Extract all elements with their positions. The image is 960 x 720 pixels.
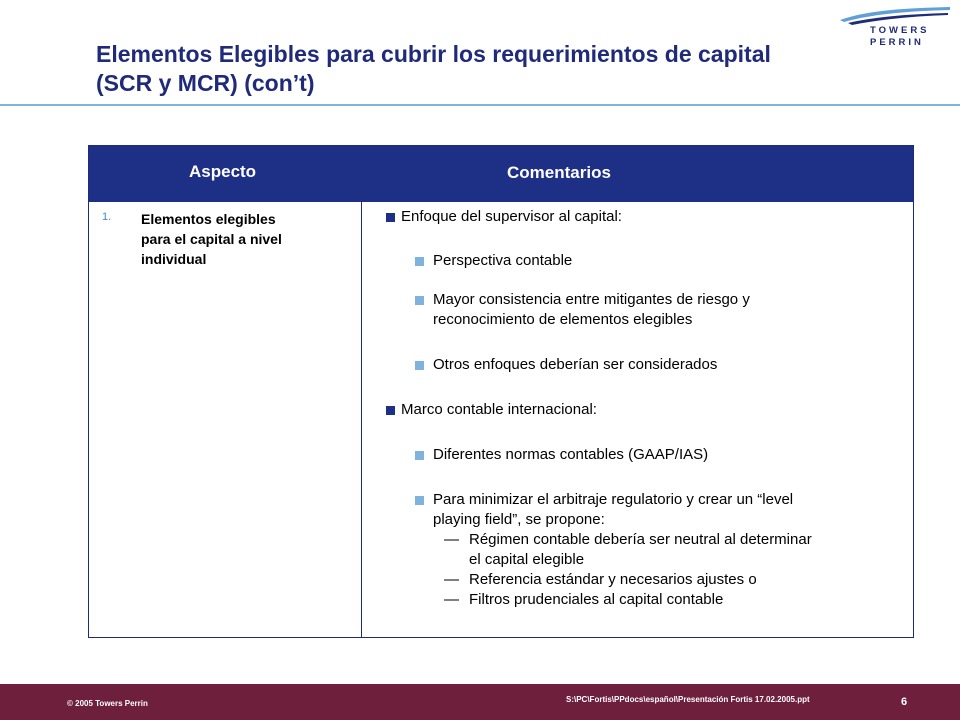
bullet-level2 (385, 490, 905, 530)
aspect-line: individual (141, 251, 207, 267)
dash-item (385, 570, 905, 590)
square-bullet-icon (386, 213, 395, 222)
bullet-text: Diferentes normas contables (GAAP/IAS) (433, 446, 709, 463)
bullet-text: Otros enfoques deberían ser considerados (433, 356, 718, 373)
footer-bar (0, 684, 960, 720)
header-aspecto: Aspecto (189, 162, 257, 181)
towers-perrin-logo (838, 6, 950, 72)
bullet-level2 (385, 355, 905, 375)
bullet-text-continued: reconocimiento de elementos elegibles (433, 311, 693, 328)
dash-text-continued: el capital elegible (469, 551, 585, 568)
title-divider (0, 104, 960, 106)
aspect-line: Elementos elegibles (141, 211, 276, 227)
square-bullet-icon (415, 496, 424, 505)
aspect-comments-table (88, 145, 914, 638)
page-number: 6 (901, 696, 908, 708)
em-dash-bullet: — (444, 531, 459, 548)
swoosh-logo-icon (838, 6, 950, 26)
em-dash-bullet: — (444, 591, 459, 608)
em-dash-bullet: — (444, 571, 459, 588)
bullet-text: Marco contable internacional: (401, 401, 597, 418)
comments-list (385, 207, 905, 610)
header-comentarios: Comentarios (507, 163, 611, 182)
square-bullet-icon (415, 296, 424, 305)
square-bullet-icon (415, 257, 424, 266)
column-divider (361, 202, 362, 638)
bullet-text: Mayor consistencia entre mitigantes de riesgo y (433, 291, 750, 308)
bullet-text: Perspectiva contable (433, 252, 573, 269)
bullet-text: Enfoque del supervisor al capital: (401, 208, 622, 225)
slide-title (96, 40, 916, 98)
square-bullet-icon (415, 451, 424, 460)
dash-item (385, 590, 905, 610)
table-header (89, 146, 913, 202)
dash-text: Referencia estándar y necesarios ajustes o (469, 571, 757, 588)
aspect-text (141, 209, 351, 269)
bullet-level2 (385, 445, 905, 465)
logo-text-perrin: PERRIN (870, 37, 924, 48)
square-bullet-icon (386, 406, 395, 415)
slide-title-line-1: Elementos Elegibles para cubrir los requerimientos de capital (96, 41, 771, 67)
aspect-line: para el capital a nivel (141, 231, 282, 247)
aspect-number: 1. (102, 211, 112, 223)
footer-file-path: S:\PC\Fortis\PPdocs\español\Presentación Fortis 17.02.2005.ppt (566, 695, 810, 704)
bullet-text-continued: playing field”, se propone: (433, 511, 605, 528)
bullet-level1 (385, 400, 905, 420)
dash-text: Filtros prudenciales al capital contable (469, 591, 724, 608)
slide-title-line-2: (SCR y MCR) (con’t) (96, 70, 315, 96)
footer-copyright: © 2005 Towers Perrin (67, 699, 148, 708)
bullet-level1 (385, 207, 905, 227)
bullet-level2 (385, 290, 905, 330)
dash-item (385, 530, 905, 570)
logo-text-towers: TOWERS (870, 25, 930, 36)
square-bullet-icon (415, 361, 424, 370)
dash-text: Régimen contable debería ser neutral al determinar (469, 531, 812, 548)
bullet-level2 (385, 251, 905, 271)
bullet-text: Para minimizar el arbitraje regulatorio y crear un “level (433, 491, 794, 508)
